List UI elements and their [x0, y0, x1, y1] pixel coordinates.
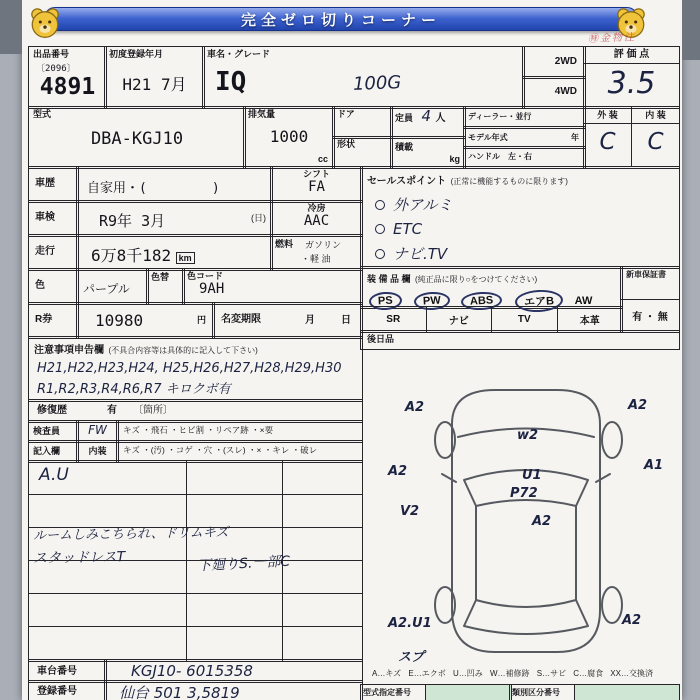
fuel-cell: [270, 234, 363, 271]
diagram-mark: V2: [400, 504, 420, 519]
note-line-4: 下廻りS.一部C: [196, 553, 291, 575]
first-registration-value: H21 7月: [122, 75, 187, 95]
aircon-cell: [270, 200, 363, 237]
warranty-value: 有 ・ 無: [621, 299, 679, 323]
mileage-label-cell: [28, 234, 79, 271]
aircon-value: AAC: [303, 213, 330, 230]
car-name-label: 車名・グレード: [207, 49, 271, 59]
capacity-label: 定員: [395, 113, 414, 123]
sales-items: [361, 191, 679, 264]
class-number-label-cell: [509, 684, 577, 700]
later-items-cell: [360, 330, 680, 350]
equipment-note: (純正品に限り○をつけてください): [414, 275, 538, 284]
color-change-label: 色替: [151, 272, 170, 282]
history-label: 車歴: [35, 178, 55, 189]
circle-bullet-icon: [375, 249, 385, 259]
load-label: 積載: [395, 142, 414, 152]
displacement-label: 排気量: [248, 109, 276, 119]
type-number-label-cell: [360, 684, 428, 700]
exhibit-number-label: 出品番号: [33, 49, 70, 59]
name-change-day: 日: [341, 315, 351, 326]
rticket-value: 10980: [95, 311, 144, 330]
notice-cell: [28, 336, 363, 402]
scan-corner: [0, 0, 22, 54]
fuel-label: 燃料: [275, 239, 294, 249]
car-diagram: [372, 382, 678, 665]
sales-point-note: (正常に機能するものに限ります): [450, 177, 568, 186]
exterior-legend: キズ ・飛石 ・ヒビ割 ・リペア跡 ・×要: [123, 425, 274, 435]
door-cell: [332, 106, 393, 139]
sales-point-label: セールスポイント: [367, 176, 447, 187]
model-code-cell: [28, 106, 246, 169]
displacement-value: 1000: [269, 127, 309, 147]
mileage-value-cell: [76, 234, 273, 271]
exhibit-number-cell: [28, 46, 107, 109]
diagram-mark: P72: [510, 486, 538, 501]
equipment-row2: [360, 306, 623, 333]
equipment-cell: [360, 266, 623, 309]
diagram-mark: A2: [388, 464, 408, 479]
inspection-value-cell: [76, 200, 273, 237]
diagram-mark: w2: [517, 428, 539, 443]
door-label: ドア: [337, 109, 355, 119]
registration-value: 仙台 501 3,5819: [119, 684, 240, 700]
equipment-item-circled: PW: [413, 291, 450, 311]
diagram-mark: A2.U1: [388, 616, 432, 631]
name-change-label: 名変期限: [221, 314, 261, 325]
interior-entry-label: 内装: [88, 446, 107, 456]
color-code-value: 9AH: [199, 281, 225, 298]
equipment-item-circled: エアB: [514, 289, 563, 313]
equipment-item-circled: ABS: [461, 291, 503, 311]
history-value: 自家用・( ): [87, 181, 220, 196]
grid-line: [29, 593, 362, 594]
rticket-value-cell: [76, 302, 215, 339]
interior-legend: キズ ・(汚) ・コゲ ・穴 ・(スレ) ・× ・キレ ・破レ: [123, 445, 318, 455]
note-line-2: ルームしみこちられ、ドリムキズ: [32, 525, 229, 544]
repair-history-suffix: 〔箇所〕: [133, 405, 173, 416]
dealer-label: ディーラー・並行: [468, 112, 532, 121]
notice-note: (不具合内容等は具体的に記入して下さい): [108, 346, 258, 355]
later-items-label: 後日品: [367, 334, 395, 344]
registration-label: 登録番号: [37, 686, 77, 697]
notice-line-2: R1,R2,R3,R4,R6,R7 キロクボ有: [37, 382, 231, 397]
circle-bullet-icon: [375, 200, 385, 210]
model-code-label: 型式: [33, 109, 52, 119]
drive-2wd-label: 2WD: [554, 56, 577, 67]
drive-2wd-cell: [522, 46, 586, 79]
teddy-bear-icon: [28, 5, 62, 39]
load-unit: kg: [449, 153, 460, 164]
interior-label: 内 装: [645, 110, 666, 120]
inspector-value: FW: [88, 423, 107, 437]
grid-line: [29, 626, 362, 627]
equipment-item-circled: PS: [369, 291, 403, 311]
fuel-option-2: ・軽 油: [301, 254, 331, 264]
aircon-label: 冷房: [307, 203, 326, 213]
diagram-mark: U1: [522, 468, 542, 483]
grid-line: [29, 494, 362, 495]
sales-point-cell: [360, 166, 680, 269]
handle-label: ハンドル 左・右: [468, 152, 532, 161]
page-title: 完全ゼロ切りコーナー: [240, 11, 441, 29]
diagram-mark: A2: [628, 398, 648, 413]
note-line-3: スタッドレスT: [32, 549, 126, 567]
exhibit-number-sub: 〔2096〕: [36, 64, 76, 75]
title-banner: [44, 7, 638, 31]
interior-grade: C: [647, 129, 664, 155]
sales-point-item: ナビ.TV: [375, 243, 679, 264]
registration-value-cell: [104, 680, 363, 700]
inspector-label: 検査員: [33, 426, 61, 436]
diagram-mark: スプ: [398, 650, 425, 665]
registration-label-cell: [28, 680, 107, 700]
model-year-label: モデル年式: [468, 133, 508, 142]
displacement-unit: cc: [317, 153, 328, 164]
repair-history-value: 有: [107, 405, 117, 416]
fuel-option-1: ガソリン: [305, 240, 342, 250]
notice-label: 注意事項申告欄: [34, 345, 104, 356]
type-number-value-cell: [425, 684, 512, 700]
diagram-mark: A1: [644, 458, 664, 473]
scan-corner: [682, 0, 700, 60]
mileage-unit: km: [176, 252, 195, 264]
shift-cell: [270, 166, 363, 203]
exterior-label: 外 装: [584, 107, 632, 123]
color-label: 色: [35, 280, 45, 291]
color-code-cell: [182, 268, 363, 305]
drive-4wd-cell: [522, 76, 586, 109]
score-cell: [583, 46, 680, 109]
drive-4wd-label: 4WD: [554, 86, 577, 97]
load-cell: [390, 136, 466, 169]
capacity-unit: 人: [435, 113, 446, 124]
circle-bullet-icon: [375, 224, 385, 234]
equipment-item: TV: [492, 307, 558, 332]
score-label: 評 価 点: [584, 47, 679, 64]
shift-label: シフト: [302, 169, 330, 179]
rticket-label-cell: [28, 302, 79, 339]
displacement-cell: [243, 106, 335, 169]
diagram-mark: A2: [532, 514, 552, 529]
stamp-text: ㊕金物注: [587, 32, 637, 45]
capacity-cell: [390, 106, 466, 139]
history-label-cell: [28, 166, 79, 203]
damage-legend: A…キズ E…エクボ U…凹み W…補修跡 S…サビ C…腐食 XX…交換済: [372, 669, 653, 678]
chassis-value: KGJ10- 6015358: [131, 662, 253, 680]
model-code-value: DBA-KGJ10: [90, 129, 184, 150]
name-change-month: 月: [305, 315, 315, 326]
grid-line: [186, 461, 187, 661]
capacity-value: 4: [421, 107, 432, 125]
car-name-cell: [202, 46, 525, 109]
equipment-item: 本革: [579, 316, 600, 327]
diagram-marks: [372, 382, 678, 665]
car-grade-value: 100G: [352, 72, 402, 95]
equipment-item: SR: [361, 307, 427, 332]
type-number-label: 型式指定番号: [363, 688, 411, 697]
notice-line-1: H21,H22,H23,H24, H25,H26,H27,H28,H29,H30: [37, 361, 342, 376]
warranty-cell: [620, 266, 680, 333]
inspection-label: 車検: [35, 212, 55, 223]
mileage-label: 走行: [35, 246, 55, 257]
chassis-label: 車台番号: [37, 666, 77, 677]
diagram-mark: A2: [405, 400, 425, 415]
note-line-1: A.U: [39, 465, 69, 485]
model-year-unit: 年: [571, 133, 579, 142]
inspection-suffix: (日): [251, 213, 266, 223]
first-registration-cell: [104, 46, 205, 109]
mileage-value: 6万8千182: [91, 246, 172, 265]
rticket-label: R券: [35, 314, 53, 325]
shape-label: 形状: [337, 139, 356, 149]
entry-label: 記入欄: [33, 446, 61, 456]
first-registration-label: 初度登録年月: [109, 49, 164, 59]
sales-point-item: 外アルミ: [375, 194, 679, 215]
color-value-cell: [76, 268, 149, 305]
class-number-value-cell: [574, 684, 680, 700]
rticket-unit: 円: [196, 315, 206, 325]
inspection-value: R9年 3月: [99, 212, 166, 230]
color-value: パープル: [83, 282, 130, 296]
exterior-interior-cell: [583, 106, 680, 169]
exhibit-number-value: 4891: [39, 74, 96, 101]
sales-point-item: ETC: [375, 220, 679, 238]
equipment-item: ナビ: [427, 307, 493, 332]
warranty-label: 新車保証書: [626, 270, 666, 279]
car-name-value: IQ: [215, 67, 247, 97]
class-number-label: 類別区分番号: [512, 688, 560, 697]
color-change-cell: [146, 268, 185, 305]
repair-history-label: 修復歴: [37, 405, 67, 416]
shape-cell: [332, 136, 393, 169]
equipment-label: 装 備 品 欄: [367, 274, 411, 284]
score-value: 3.5: [607, 65, 656, 101]
notes-grid: [28, 460, 363, 662]
exterior-grade: C: [584, 123, 632, 166]
inspection-label-cell: [28, 200, 79, 237]
equipment-item: AW: [574, 295, 593, 307]
shift-value: FA: [308, 179, 325, 196]
name-change-cell: [212, 302, 363, 339]
color-label-cell: [28, 268, 79, 305]
diagram-mark: A2: [622, 613, 642, 628]
history-value-cell: [76, 166, 273, 203]
color-code-label: 色コード: [187, 271, 224, 281]
